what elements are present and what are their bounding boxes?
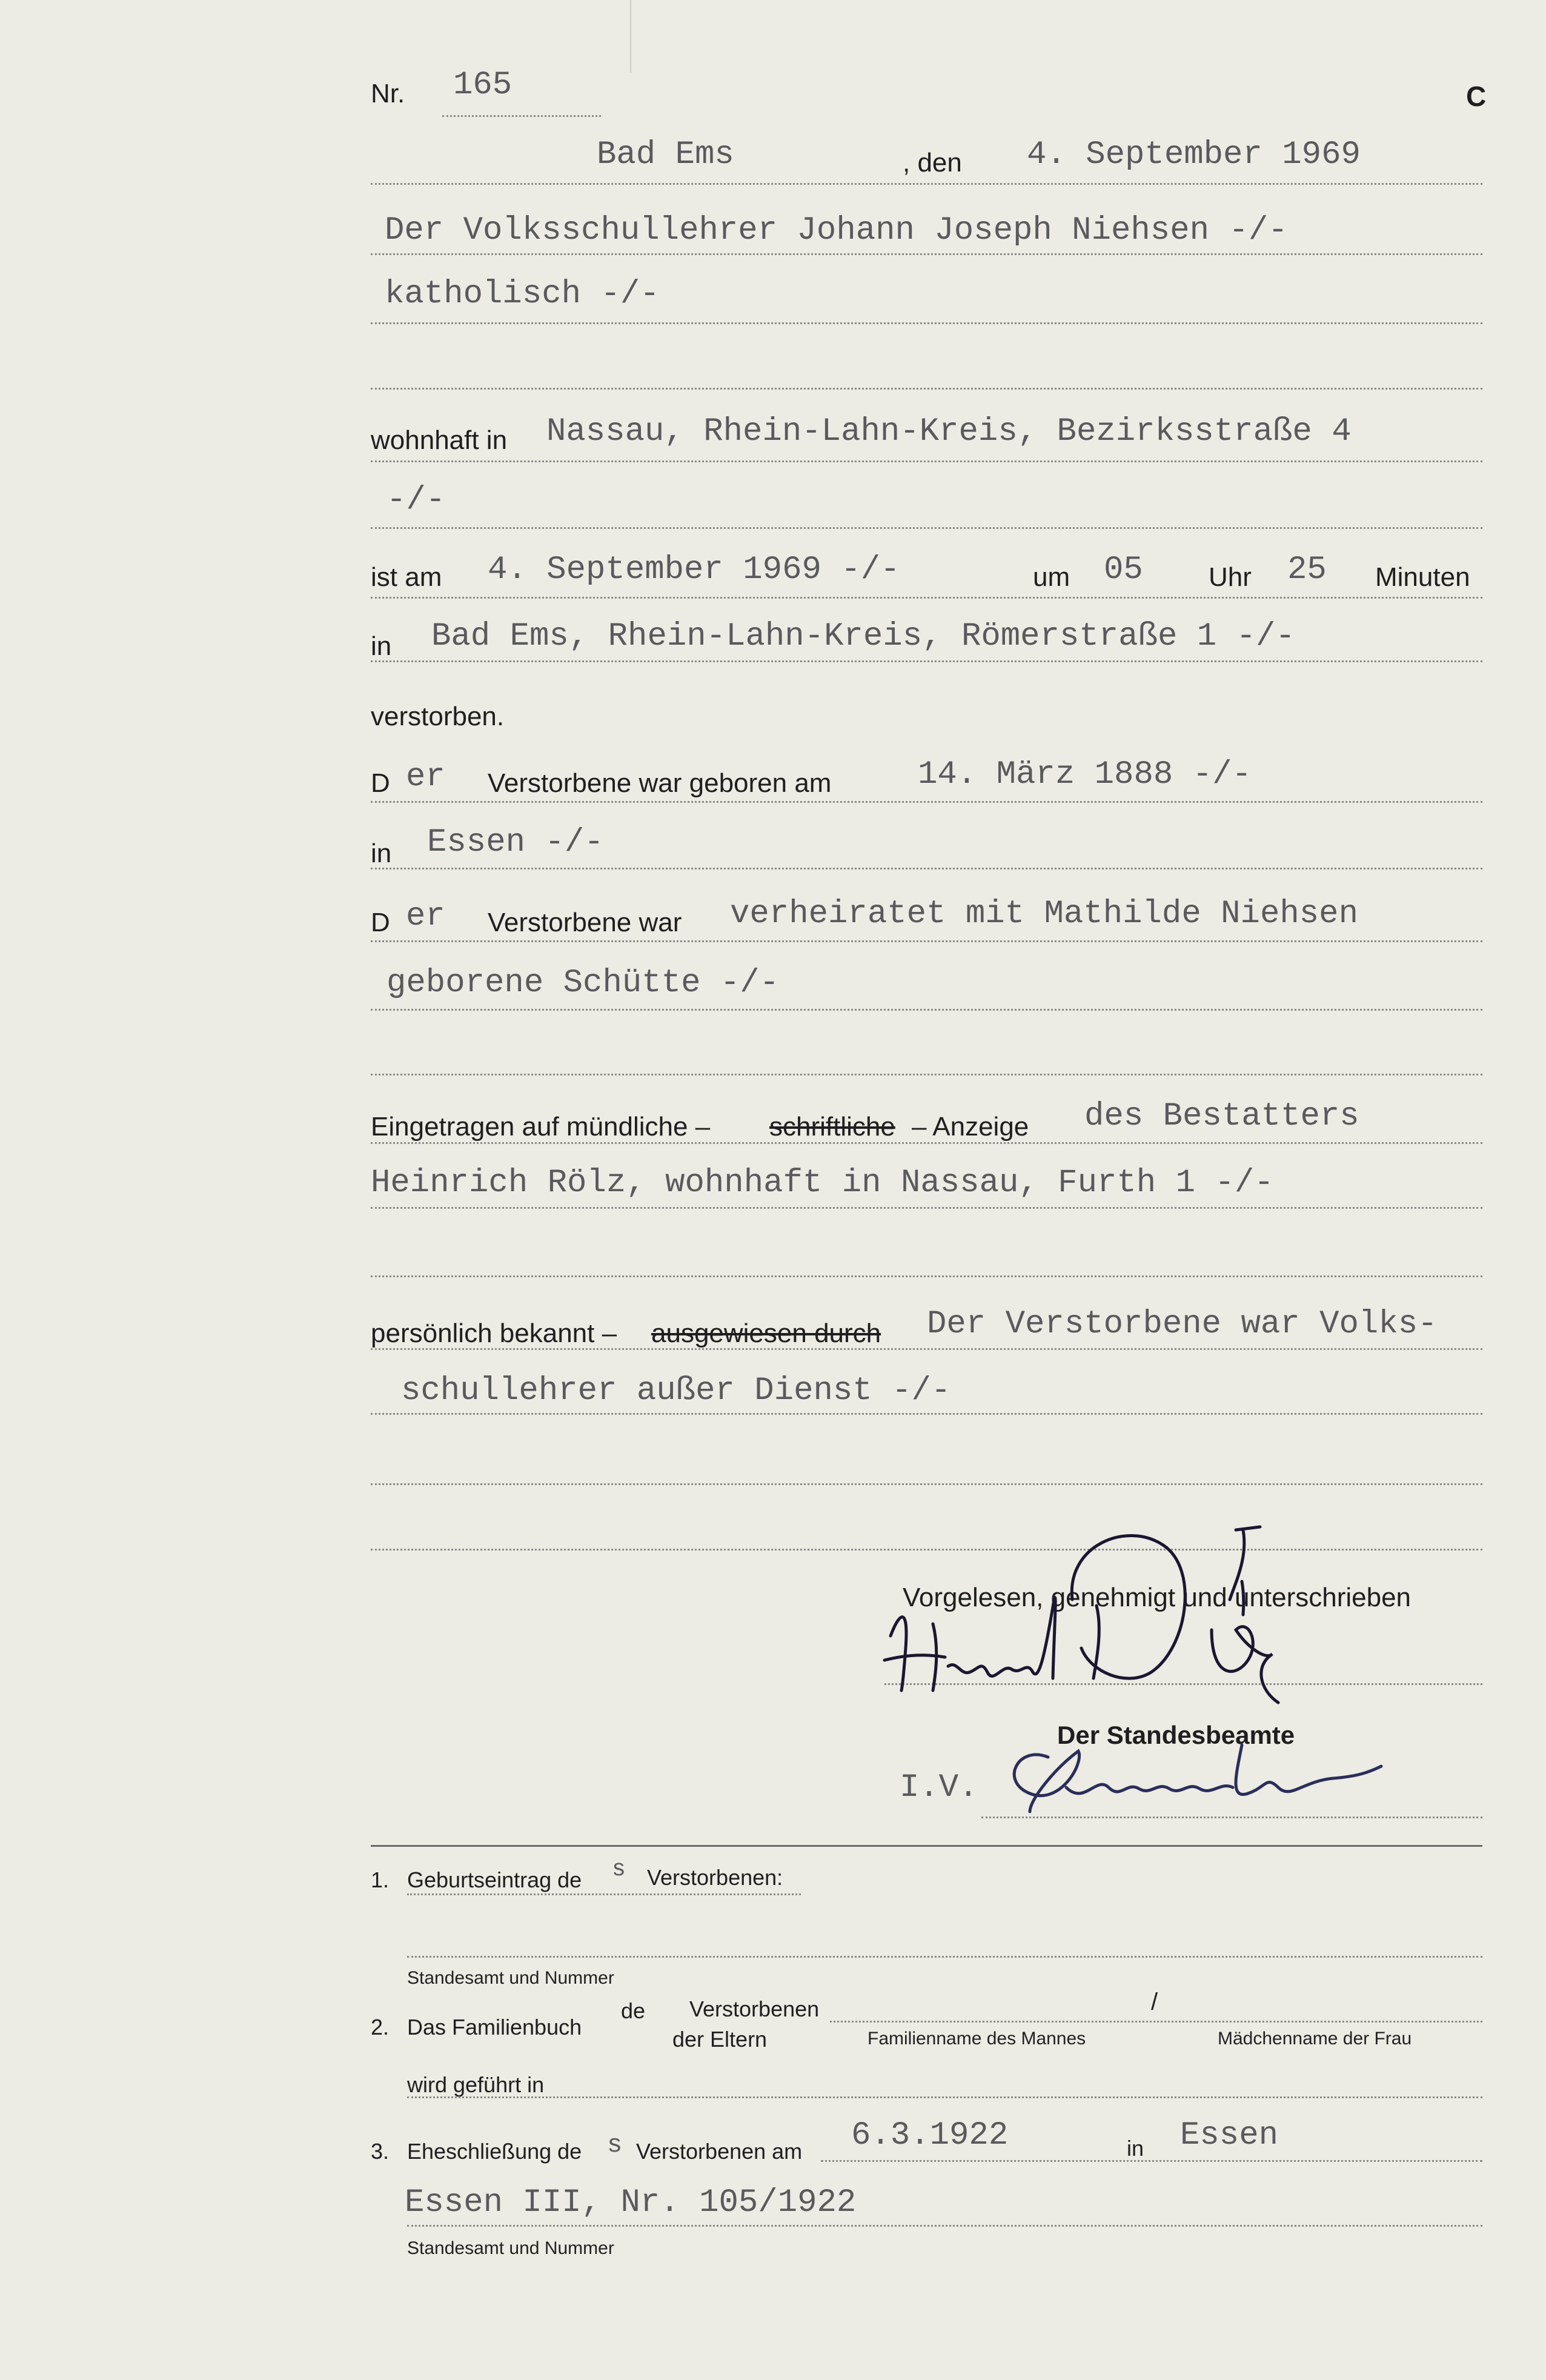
note-1-label-b: Verstorbenen: [647, 1865, 783, 1890]
note-3-rule-1 [821, 2160, 1482, 2162]
person-blank-rule [371, 388, 1482, 390]
corner-letter: C [1466, 81, 1487, 112]
declarant-signature [872, 1509, 1333, 1715]
note-2-de: de [621, 1998, 646, 2023]
verstorben-label: verstorben. [371, 702, 505, 731]
death-hour: 05 [1104, 551, 1143, 588]
note-1-label-rule [407, 1893, 801, 1895]
person-line-1-rule [371, 253, 1482, 255]
nr-line [442, 115, 601, 117]
note-2-frau-caption: Mädchenname der Frau [1218, 2029, 1412, 2049]
birth-place-rule [371, 868, 1482, 869]
marital-rule-1 [371, 940, 1482, 942]
vorgelesen-label: Vorgelesen, genehmigt und unterschrieben [903, 1583, 1412, 1612]
marital-blank-rule [371, 1074, 1482, 1075]
marital-rule-2 [371, 1009, 1482, 1011]
marriage-date: 6.3.1922 [851, 2117, 1009, 2154]
note-2-number: 2. [371, 2015, 390, 2039]
death-place-rule [371, 660, 1482, 662]
report-label-b: – Anzeige [912, 1112, 1029, 1142]
marital-line-2: geborene Schütte -/- [386, 965, 780, 1002]
identity-struck: ausgewiesen durch [651, 1318, 881, 1348]
section-divider [371, 1845, 1482, 1847]
report-rule-2 [371, 1207, 1482, 1209]
paper-fold [630, 0, 631, 73]
standesbeamte-label: Der Standesbeamte [1057, 1721, 1295, 1749]
report-blank-rule [371, 1275, 1482, 1277]
residence-line-1: Nassau, Rhein-Lahn-Kreis, Bezirksstraße 4 [546, 413, 1352, 450]
report-label-a: Eingetragen auf mündliche – [371, 1112, 711, 1142]
report-label-struck: schriftliche [769, 1112, 895, 1142]
uhr-label: Uhr [1209, 562, 1252, 592]
report-rule-1 [371, 1142, 1482, 1144]
identity-rule-2 [371, 1413, 1482, 1415]
marital-d-label: D [371, 908, 390, 937]
identity-typed-1: Der Verstorbene war Volks- [927, 1306, 1438, 1343]
note-3-in: in [1127, 2136, 1144, 2161]
birth-in-label: in [371, 839, 392, 868]
iv-typed: I.V. [900, 1769, 978, 1806]
identity-blank-rule-1 [371, 1483, 1482, 1485]
report-typed-2: Heinrich Rölz, wohnhaft in Nassau, Furth 1 -/- [371, 1165, 1274, 1202]
note-1-standesamt-caption: Standesamt und Nummer [407, 1968, 614, 1988]
note-2-name-rule [830, 2021, 1482, 2023]
um-label: um [1033, 562, 1070, 592]
note-3-standesamt-caption: Standesamt und Nummer [407, 2238, 614, 2258]
note-2-slash: / [1151, 1989, 1158, 2015]
marital-er-typed: er [406, 898, 445, 935]
den-label: , den [903, 148, 962, 178]
death-date: 4. September 1969 -/- [488, 551, 900, 588]
note-3-s: s [607, 2130, 623, 2159]
identity-label: persönlich bekannt – [371, 1318, 617, 1348]
place-date-line [371, 183, 1482, 185]
death-minutes: 25 [1287, 551, 1327, 588]
residence-rule-1 [371, 460, 1482, 462]
date-typed: 4. September 1969 [1027, 136, 1361, 173]
death-place: Bad Ems, Rhein-Lahn-Kreis, Römerstraße 1 -/- [431, 618, 1295, 655]
registrar-signature [994, 1721, 1393, 1818]
note-2-mann-caption: Familienname des Mannes [868, 2029, 1086, 2049]
note-1-rule [407, 1956, 1482, 1958]
birth-d-label: D [371, 768, 390, 798]
birth-date-rule [371, 801, 1482, 803]
identity-typed-2: schullehrer außer Dienst -/- [401, 1372, 951, 1409]
death-time-rule [371, 597, 1482, 599]
minuten-label: Minuten [1375, 562, 1470, 592]
note-2-rule [407, 2096, 1482, 2098]
report-typed-1: des Bestatters [1084, 1098, 1359, 1135]
person-line-2: katholisch -/- [385, 276, 660, 313]
note-2-label: Das Familienbuch [407, 2015, 582, 2039]
residence-rule-2 [371, 527, 1482, 529]
note-3-label-b: Verstorbenen am [636, 2139, 803, 2164]
marital-label: Verstorbene war [488, 908, 682, 937]
ist-am-label: ist am [371, 562, 442, 592]
marital-line-1: verheiratet mit Mathilde Niehsen [730, 896, 1358, 932]
nr-label: Nr. [371, 79, 405, 108]
wohnhaft-label: wohnhaft in [371, 425, 508, 455]
note-3-number: 3. [371, 2139, 390, 2164]
birth-date: 14. März 1888 -/- [918, 756, 1252, 793]
marriage-register: Essen III, Nr. 105/1922 [405, 2184, 857, 2221]
note-2-gefuehrt: wird geführt in [407, 2072, 545, 2097]
person-line-2-rule [371, 322, 1482, 324]
note-1-sup: s [612, 1856, 626, 1883]
death-in-label: in [371, 631, 392, 661]
note-3-rule-2 [407, 2225, 1482, 2227]
nr-value: 165 [453, 67, 513, 104]
note-1-label-a: Geburtseintrag de [407, 1867, 582, 1892]
note-2-verstorbenen: Verstorbenen [689, 1996, 820, 2021]
birth-place: Essen -/- [427, 824, 604, 861]
identity-rule-1 [371, 1348, 1482, 1350]
marriage-place: Essen [1180, 2117, 1279, 2154]
birth-er-typed: er [406, 759, 445, 796]
note-1-number: 1. [371, 1867, 390, 1892]
residence-line-2: -/- [386, 482, 446, 519]
place-typed: Bad Ems [597, 136, 734, 173]
note-3-label-a: Eheschließung de [407, 2139, 582, 2164]
birth-label: Verstorbene war geboren am [488, 768, 832, 798]
person-line-1: Der Volksschullehrer Johann Joseph Niehsen -/- [385, 212, 1288, 249]
note-2-eltern: der Eltern [672, 2027, 768, 2052]
